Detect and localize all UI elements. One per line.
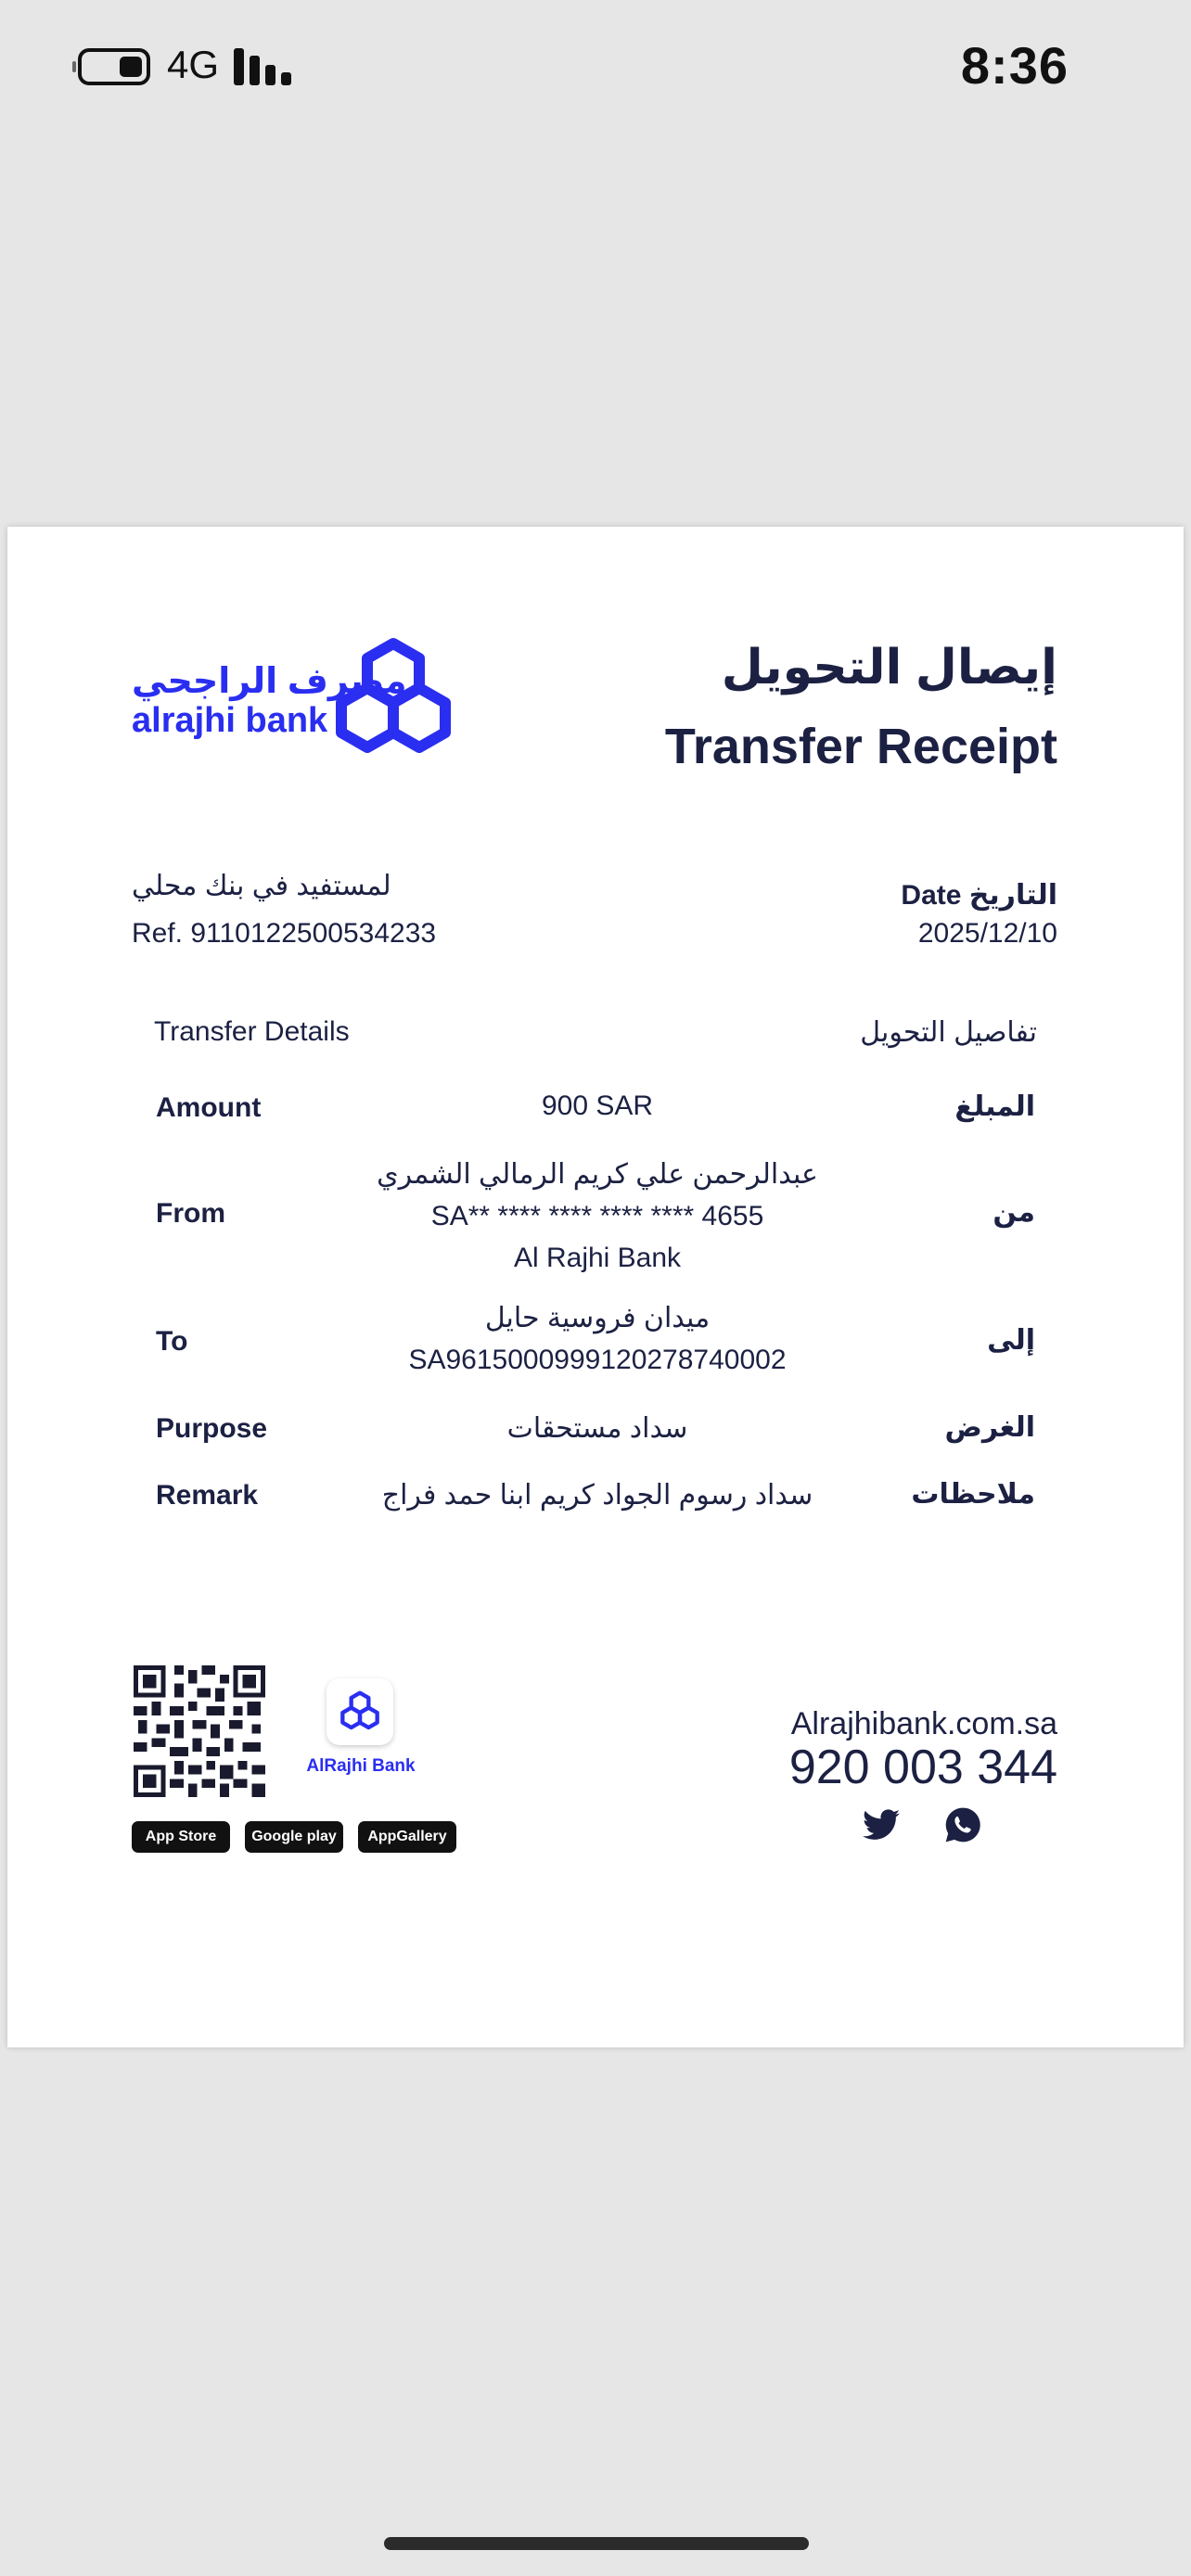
sender-name: عبدالرحمن علي كريم الرمالي الشمري [377,1159,818,1190]
amount-label-en: Amount [156,1092,262,1123]
sender-bank: Al Rajhi Bank [513,1243,682,1273]
app-store-badge[interactable]: App Store [132,1821,230,1853]
bank-logo-text-ar: مصرف الراجحي [132,662,407,701]
bank-website[interactable]: Alrajhibank.com.sa [790,1706,1057,1741]
app-logo[interactable] [327,1678,393,1745]
purpose-label-ar: الغرض [944,1412,1035,1443]
remark-label-ar: ملاحظات [911,1479,1035,1510]
app-gallery-badge[interactable]: AppGallery [358,1821,456,1853]
app-name: AlRajhi Bank [306,1756,416,1776]
home-indicator[interactable] [384,2537,809,2550]
whatsapp-icon[interactable] [944,1806,981,1843]
purpose-label-en: Purpose [156,1413,268,1444]
amount-value: 900 SAR [541,1090,654,1121]
section-title-ar: تفاصيل التحويل [860,1017,1037,1048]
recipient-name: ميدان فروسية حايل [484,1303,711,1333]
to-value [371,1297,824,1381]
receipt-title-en: Transfer Receipt [664,719,1057,774]
battery-icon [78,48,150,85]
amount-label-ar: المبلغ [954,1091,1035,1122]
from-value [371,1154,824,1279]
google-play-badge[interactable]: Google play [245,1821,343,1853]
alrajhi-app-icon [339,1690,380,1730]
remark-value: سداد رسوم الجواد كريم ابنا حمد فراج [381,1480,813,1511]
from-label-en: From [156,1198,225,1229]
clock: 8:36 [960,36,1069,95]
signal-icon [234,46,293,85]
recipient-iban: SA9615000999120278740002 [408,1345,787,1375]
section-title-en: Transfer Details [154,1016,350,1047]
to-label-en: To [156,1326,188,1357]
network-type: 4G [167,43,220,86]
to-label-ar: إلى [987,1325,1035,1356]
bank-phone[interactable]: 920 003 344 [788,1741,1057,1794]
from-label-ar: من [992,1197,1035,1228]
receipt-title-ar: إيصال التحويل [721,641,1057,695]
twitter-icon[interactable] [863,1808,900,1842]
sender-iban: SA** **** **** **** **** 4655 [430,1201,764,1231]
qr-code-icon[interactable] [134,1665,265,1797]
alrajhi-logo-icon [332,636,455,753]
beneficiary-type: لمستفيد في بنك محلي [132,871,391,901]
purpose-value: سداد مستحقات [506,1413,688,1444]
remark-label-en: Remark [156,1480,259,1511]
date-value: 2025/12/10 [917,918,1057,949]
reference-number: Ref. 9110122500534233 [132,918,437,949]
bank-logo-text-en: alrajhi bank [132,701,328,740]
date-label: Date التاريخ [901,880,1057,911]
